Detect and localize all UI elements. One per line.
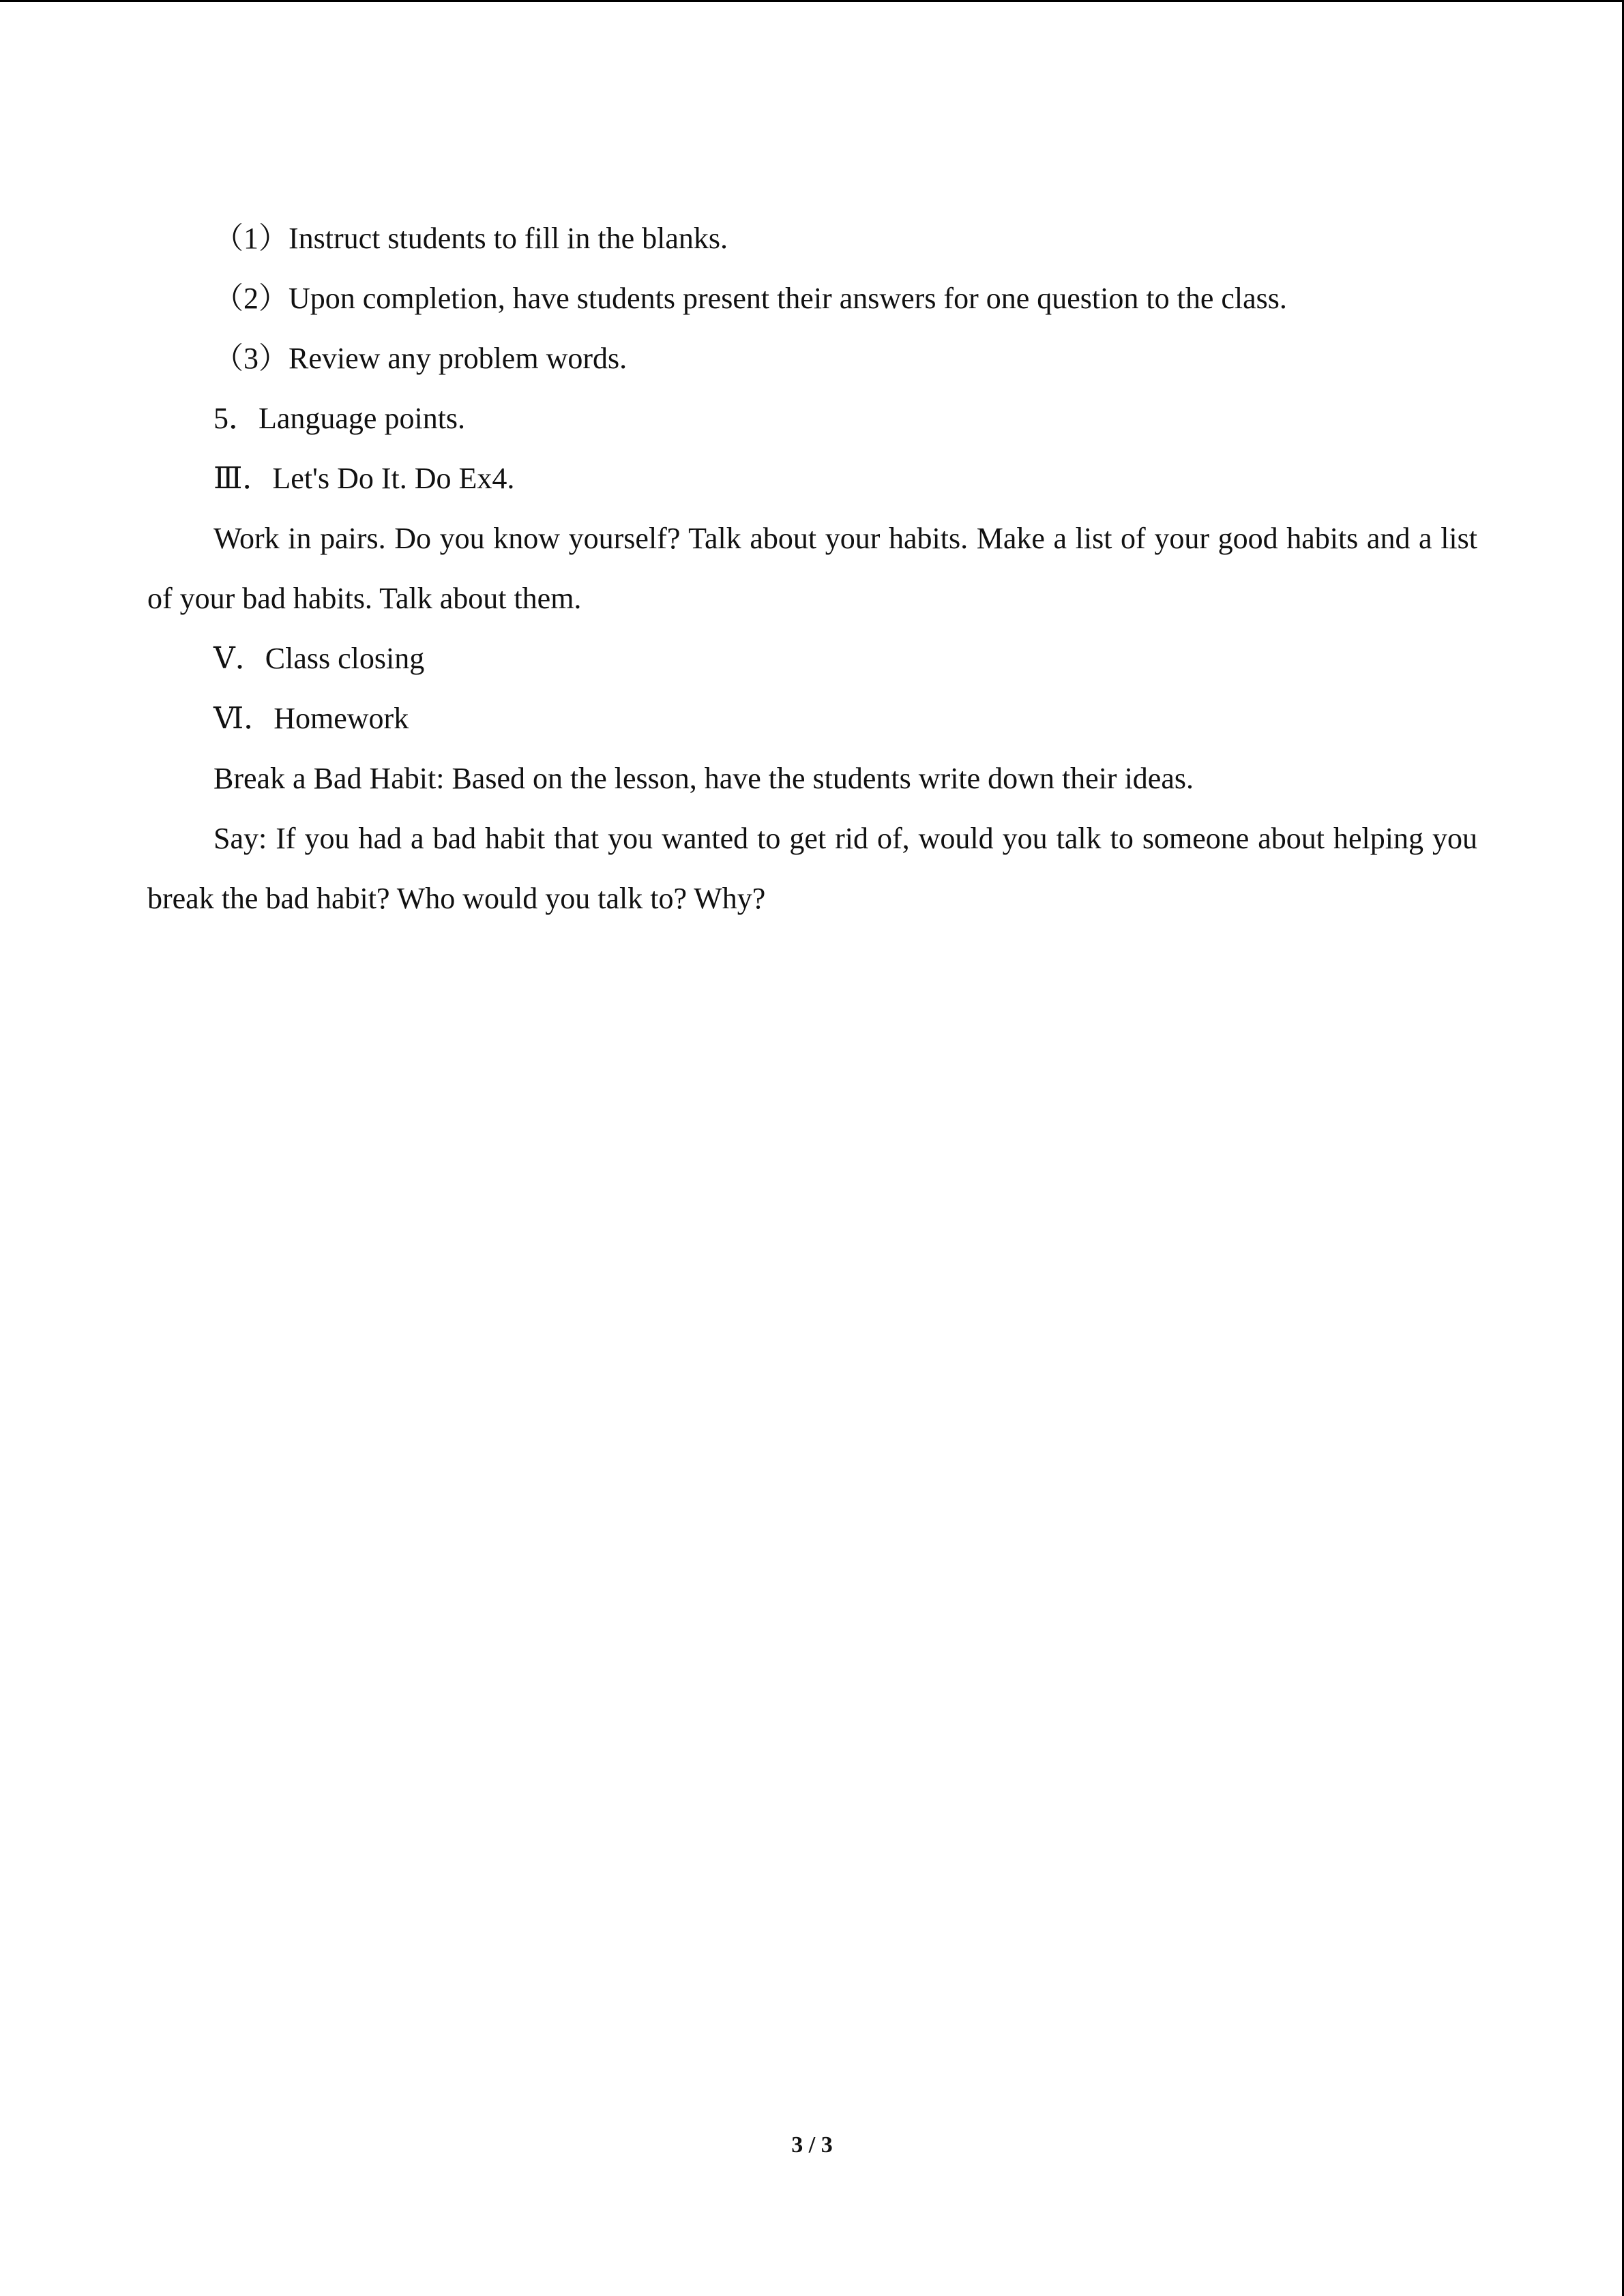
page-border-top — [0, 0, 1624, 2]
step-present-answers: （2）Upon completion, have students present their answers for one question to the class. — [213, 282, 1287, 315]
section-language-points: 5．Language points. — [213, 402, 466, 435]
document-body — [147, 209, 1477, 929]
section-lets-do-it: Ⅲ．Let's Do It. Do Ex4. — [213, 462, 515, 495]
homework-say-paragraph: Say: If you had a bad habit that you wanted to get rid of, would you talk to someone about helping you break the bad habit? Who would you talk to? Why? — [147, 822, 1477, 915]
homework-break-bad-habit: Break a Bad Habit: Based on the lesson, have the students write down their ideas. — [213, 762, 1194, 795]
step-review-words: （3）Review any problem words. — [213, 342, 628, 375]
section-homework: Ⅵ．Homework — [213, 702, 409, 735]
page-number: 3 / 3 — [791, 2132, 833, 2158]
step-instruct-blanks: （1）Instruct students to fill in the blanks. — [213, 222, 728, 255]
section-class-closing: Ⅴ．Class closing — [213, 642, 425, 675]
pair-work-paragraph: Work in pairs. Do you know yourself? Talk about your habits. Make a list of your good habits and a list of your bad habits. Talk about them. — [147, 522, 1477, 615]
